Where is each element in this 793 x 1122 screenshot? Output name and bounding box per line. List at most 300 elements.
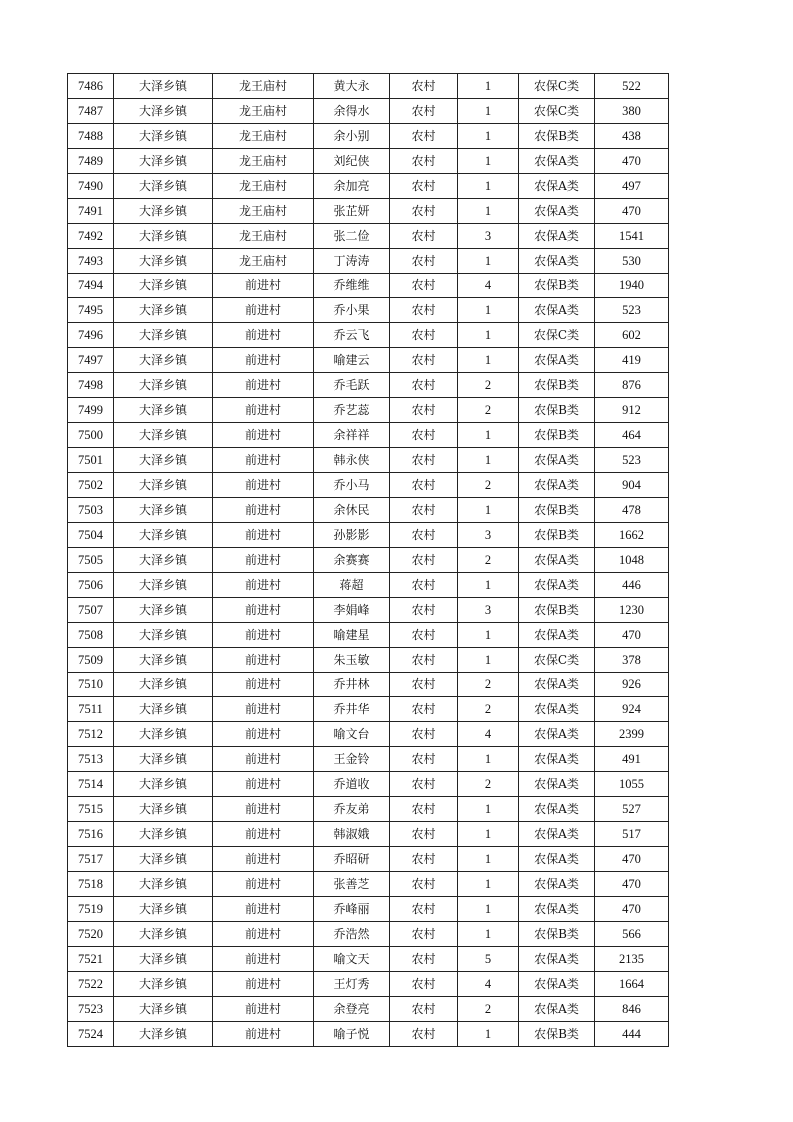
town-cell: 大泽乡镇 [114,597,213,622]
household-count-cell: 2 [458,697,519,722]
household-type-cell: 农村 [390,697,458,722]
amount-cell: 444 [595,1021,669,1046]
household-type-cell: 农村 [390,572,458,597]
row-id-cell: 7501 [68,448,114,473]
household-count-cell: 1 [458,822,519,847]
row-id-cell: 7504 [68,522,114,547]
village-cell: 前进村 [213,398,314,423]
person-name-cell: 乔井林 [314,672,390,697]
benefit-table [67,73,669,1047]
village-cell: 前进村 [213,847,314,872]
insurance-category-cell: 农保A类 [519,872,595,897]
table-row [68,722,669,747]
table-row [68,622,669,647]
household-count-cell: 2 [458,547,519,572]
household-type-cell: 农村 [390,273,458,298]
row-id-cell: 7514 [68,772,114,797]
amount-cell: 530 [595,248,669,273]
household-type-cell: 农村 [390,547,458,572]
insurance-category-cell: 农保B类 [519,921,595,946]
row-id-cell: 7515 [68,797,114,822]
amount-cell: 1662 [595,522,669,547]
village-cell: 前进村 [213,473,314,498]
amount-cell: 470 [595,847,669,872]
village-cell: 前进村 [213,273,314,298]
amount-cell: 497 [595,173,669,198]
household-type-cell: 农村 [390,597,458,622]
amount-cell: 1940 [595,273,669,298]
village-cell: 前进村 [213,747,314,772]
row-id-cell: 7495 [68,298,114,323]
row-id-cell: 7509 [68,647,114,672]
household-count-cell: 2 [458,398,519,423]
household-type-cell: 农村 [390,622,458,647]
row-id-cell: 7490 [68,173,114,198]
amount-cell: 1055 [595,772,669,797]
town-cell: 大泽乡镇 [114,298,213,323]
insurance-category-cell: 农保B类 [519,273,595,298]
amount-cell: 478 [595,497,669,522]
row-id-cell: 7488 [68,123,114,148]
amount-cell: 846 [595,996,669,1021]
amount-cell: 470 [595,622,669,647]
table-row [68,547,669,572]
household-type-cell: 农村 [390,946,458,971]
person-name-cell: 韩淑娥 [314,822,390,847]
table-row [68,273,669,298]
row-id-cell: 7494 [68,273,114,298]
row-id-cell: 7512 [68,722,114,747]
insurance-category-cell: 农保A类 [519,822,595,847]
insurance-category-cell: 农保C类 [519,323,595,348]
amount-cell: 517 [595,822,669,847]
amount-cell: 464 [595,423,669,448]
town-cell: 大泽乡镇 [114,173,213,198]
household-count-cell: 4 [458,273,519,298]
household-type-cell: 农村 [390,198,458,223]
person-name-cell: 王金铃 [314,747,390,772]
table-row [68,74,669,99]
table-row [68,348,669,373]
village-cell: 前进村 [213,896,314,921]
row-id-cell: 7507 [68,597,114,622]
insurance-category-cell: 农保A类 [519,622,595,647]
insurance-category-cell: 农保B类 [519,1021,595,1046]
town-cell: 大泽乡镇 [114,572,213,597]
person-name-cell: 蒋超 [314,572,390,597]
row-id-cell: 7524 [68,1021,114,1046]
village-cell: 龙王庙村 [213,198,314,223]
town-cell: 大泽乡镇 [114,772,213,797]
person-name-cell: 余赛赛 [314,547,390,572]
amount-cell: 2135 [595,946,669,971]
household-count-cell: 1 [458,847,519,872]
household-type-cell: 农村 [390,74,458,99]
household-type-cell: 农村 [390,497,458,522]
row-id-cell: 7513 [68,747,114,772]
household-count-cell: 2 [458,373,519,398]
row-id-cell: 7523 [68,996,114,1021]
row-id-cell: 7517 [68,847,114,872]
insurance-category-cell: 农保C类 [519,74,595,99]
table-row [68,847,669,872]
household-count-cell: 4 [458,971,519,996]
household-count-cell: 1 [458,747,519,772]
village-cell: 前进村 [213,622,314,647]
row-id-cell: 7506 [68,572,114,597]
household-count-cell: 1 [458,198,519,223]
person-name-cell: 余休民 [314,497,390,522]
village-cell: 龙王庙村 [213,74,314,99]
village-cell: 前进村 [213,996,314,1021]
person-name-cell: 刘纪侠 [314,148,390,173]
town-cell: 大泽乡镇 [114,248,213,273]
row-id-cell: 7486 [68,74,114,99]
town-cell: 大泽乡镇 [114,448,213,473]
person-name-cell: 喻建云 [314,348,390,373]
person-name-cell: 乔峰丽 [314,896,390,921]
household-count-cell: 1 [458,896,519,921]
person-name-cell: 乔昭研 [314,847,390,872]
town-cell: 大泽乡镇 [114,672,213,697]
table-row [68,323,669,348]
household-type-cell: 农村 [390,323,458,348]
household-count-cell: 1 [458,647,519,672]
table-row [68,822,669,847]
insurance-category-cell: 农保A类 [519,448,595,473]
household-type-cell: 农村 [390,672,458,697]
person-name-cell: 孙影影 [314,522,390,547]
insurance-category-cell: 农保A类 [519,198,595,223]
town-cell: 大泽乡镇 [114,847,213,872]
amount-cell: 470 [595,198,669,223]
household-type-cell: 农村 [390,373,458,398]
row-id-cell: 7505 [68,547,114,572]
table-row [68,772,669,797]
household-type-cell: 农村 [390,1021,458,1046]
village-cell: 龙王庙村 [213,98,314,123]
person-name-cell: 喻文台 [314,722,390,747]
town-cell: 大泽乡镇 [114,198,213,223]
row-id-cell: 7487 [68,98,114,123]
amount-cell: 523 [595,298,669,323]
household-type-cell: 农村 [390,647,458,672]
insurance-category-cell: 农保A类 [519,946,595,971]
row-id-cell: 7493 [68,248,114,273]
amount-cell: 924 [595,697,669,722]
town-cell: 大泽乡镇 [114,74,213,99]
amount-cell: 1230 [595,597,669,622]
household-type-cell: 农村 [390,448,458,473]
row-id-cell: 7497 [68,348,114,373]
table-row [68,747,669,772]
row-id-cell: 7511 [68,697,114,722]
insurance-category-cell: 农保B类 [519,423,595,448]
town-cell: 大泽乡镇 [114,423,213,448]
village-cell: 前进村 [213,872,314,897]
village-cell: 前进村 [213,971,314,996]
village-cell: 前进村 [213,572,314,597]
row-id-cell: 7519 [68,896,114,921]
village-cell: 前进村 [213,348,314,373]
household-type-cell: 农村 [390,248,458,273]
town-cell: 大泽乡镇 [114,1021,213,1046]
person-name-cell: 乔井华 [314,697,390,722]
insurance-category-cell: 农保A类 [519,298,595,323]
household-count-cell: 1 [458,797,519,822]
insurance-category-cell: 农保A类 [519,797,595,822]
household-type-cell: 农村 [390,797,458,822]
insurance-category-cell: 农保B类 [519,522,595,547]
town-cell: 大泽乡镇 [114,223,213,248]
person-name-cell: 乔浩然 [314,921,390,946]
person-name-cell: 王灯秀 [314,971,390,996]
village-cell: 前进村 [213,797,314,822]
household-count-cell: 1 [458,298,519,323]
insurance-category-cell: 农保A类 [519,473,595,498]
table-row [68,373,669,398]
household-type-cell: 农村 [390,298,458,323]
town-cell: 大泽乡镇 [114,622,213,647]
amount-cell: 1664 [595,971,669,996]
table-row [68,1021,669,1046]
amount-cell: 523 [595,448,669,473]
table-row [68,971,669,996]
household-type-cell: 农村 [390,123,458,148]
person-name-cell: 余小别 [314,123,390,148]
household-count-cell: 1 [458,448,519,473]
insurance-category-cell: 农保C类 [519,647,595,672]
town-cell: 大泽乡镇 [114,872,213,897]
household-count-cell: 1 [458,248,519,273]
row-id-cell: 7520 [68,921,114,946]
amount-cell: 380 [595,98,669,123]
village-cell: 前进村 [213,772,314,797]
table-row [68,996,669,1021]
amount-cell: 491 [595,747,669,772]
village-cell: 龙王庙村 [213,248,314,273]
town-cell: 大泽乡镇 [114,273,213,298]
household-type-cell: 农村 [390,722,458,747]
village-cell: 龙王庙村 [213,123,314,148]
table-row [68,298,669,323]
village-cell: 龙王庙村 [213,148,314,173]
household-type-cell: 农村 [390,971,458,996]
table-row [68,697,669,722]
insurance-category-cell: 农保A类 [519,722,595,747]
town-cell: 大泽乡镇 [114,148,213,173]
person-name-cell: 余得水 [314,98,390,123]
village-cell: 前进村 [213,697,314,722]
town-cell: 大泽乡镇 [114,123,213,148]
insurance-category-cell: 农保B类 [519,373,595,398]
row-id-cell: 7510 [68,672,114,697]
table-row [68,473,669,498]
person-name-cell: 张芷妍 [314,198,390,223]
person-name-cell: 黄大永 [314,74,390,99]
household-type-cell: 农村 [390,223,458,248]
town-cell: 大泽乡镇 [114,547,213,572]
amount-cell: 912 [595,398,669,423]
amount-cell: 522 [595,74,669,99]
town-cell: 大泽乡镇 [114,323,213,348]
person-name-cell: 喻建星 [314,622,390,647]
town-cell: 大泽乡镇 [114,946,213,971]
amount-cell: 470 [595,896,669,921]
town-cell: 大泽乡镇 [114,522,213,547]
household-count-cell: 3 [458,597,519,622]
person-name-cell: 乔维维 [314,273,390,298]
amount-cell: 904 [595,473,669,498]
household-type-cell: 农村 [390,148,458,173]
person-name-cell: 张二俭 [314,223,390,248]
village-cell: 前进村 [213,547,314,572]
town-cell: 大泽乡镇 [114,747,213,772]
table-row [68,797,669,822]
village-cell: 前进村 [213,672,314,697]
town-cell: 大泽乡镇 [114,348,213,373]
insurance-category-cell: 农保C类 [519,98,595,123]
household-count-cell: 1 [458,1021,519,1046]
household-count-cell: 2 [458,772,519,797]
person-name-cell: 余祥祥 [314,423,390,448]
household-count-cell: 1 [458,348,519,373]
household-type-cell: 农村 [390,173,458,198]
person-name-cell: 乔道收 [314,772,390,797]
person-name-cell: 喻子悦 [314,1021,390,1046]
insurance-category-cell: 农保A类 [519,996,595,1021]
insurance-category-cell: 农保B类 [519,497,595,522]
table-row [68,896,669,921]
insurance-category-cell: 农保A类 [519,971,595,996]
household-type-cell: 农村 [390,98,458,123]
household-type-cell: 农村 [390,822,458,847]
town-cell: 大泽乡镇 [114,98,213,123]
table-row [68,946,669,971]
town-cell: 大泽乡镇 [114,373,213,398]
person-name-cell: 喻文天 [314,946,390,971]
town-cell: 大泽乡镇 [114,996,213,1021]
person-name-cell: 韩永侠 [314,448,390,473]
household-count-cell: 2 [458,473,519,498]
table-row [68,597,669,622]
household-type-cell: 农村 [390,896,458,921]
table-row [68,98,669,123]
insurance-category-cell: 农保B类 [519,123,595,148]
person-name-cell: 乔小果 [314,298,390,323]
table-row [68,448,669,473]
row-id-cell: 7498 [68,373,114,398]
insurance-category-cell: 农保A类 [519,348,595,373]
amount-cell: 566 [595,921,669,946]
village-cell: 前进村 [213,822,314,847]
village-cell: 前进村 [213,298,314,323]
row-id-cell: 7522 [68,971,114,996]
row-id-cell: 7489 [68,148,114,173]
town-cell: 大泽乡镇 [114,697,213,722]
household-type-cell: 农村 [390,921,458,946]
household-count-cell: 1 [458,98,519,123]
person-name-cell: 余登亮 [314,996,390,1021]
table-row [68,248,669,273]
household-count-cell: 1 [458,123,519,148]
town-cell: 大泽乡镇 [114,896,213,921]
insurance-category-cell: 农保A类 [519,572,595,597]
insurance-category-cell: 农保B类 [519,398,595,423]
village-cell: 前进村 [213,597,314,622]
table-row [68,123,669,148]
household-count-cell: 3 [458,522,519,547]
town-cell: 大泽乡镇 [114,497,213,522]
insurance-category-cell: 农保A类 [519,173,595,198]
village-cell: 前进村 [213,1021,314,1046]
household-type-cell: 农村 [390,872,458,897]
person-name-cell: 丁涛涛 [314,248,390,273]
household-count-cell: 1 [458,74,519,99]
household-type-cell: 农村 [390,847,458,872]
table-row [68,198,669,223]
household-type-cell: 农村 [390,348,458,373]
household-type-cell: 农村 [390,473,458,498]
village-cell: 前进村 [213,722,314,747]
table-row [68,398,669,423]
household-count-cell: 1 [458,173,519,198]
insurance-category-cell: 农保A类 [519,547,595,572]
household-count-cell: 3 [458,223,519,248]
table-row [68,522,669,547]
town-cell: 大泽乡镇 [114,722,213,747]
village-cell: 前进村 [213,921,314,946]
amount-cell: 419 [595,348,669,373]
row-id-cell: 7496 [68,323,114,348]
insurance-category-cell: 农保A类 [519,697,595,722]
village-cell: 前进村 [213,448,314,473]
village-cell: 前进村 [213,423,314,448]
person-name-cell: 乔云飞 [314,323,390,348]
insurance-category-cell: 农保A类 [519,148,595,173]
row-id-cell: 7502 [68,473,114,498]
person-name-cell: 张善芝 [314,872,390,897]
insurance-category-cell: 农保A类 [519,847,595,872]
table-row [68,672,669,697]
row-id-cell: 7521 [68,946,114,971]
household-type-cell: 农村 [390,522,458,547]
insurance-category-cell: 农保A类 [519,747,595,772]
table-row [68,423,669,448]
amount-cell: 438 [595,123,669,148]
table-row [68,872,669,897]
person-name-cell: 乔友弟 [314,797,390,822]
table-row [68,921,669,946]
household-count-cell: 1 [458,622,519,647]
household-count-cell: 1 [458,872,519,897]
household-type-cell: 农村 [390,423,458,448]
row-id-cell: 7508 [68,622,114,647]
table-row [68,173,669,198]
table-row [68,497,669,522]
household-count-cell: 1 [458,497,519,522]
row-id-cell: 7518 [68,872,114,897]
amount-cell: 876 [595,373,669,398]
village-cell: 前进村 [213,373,314,398]
row-id-cell: 7516 [68,822,114,847]
town-cell: 大泽乡镇 [114,398,213,423]
amount-cell: 1048 [595,547,669,572]
row-id-cell: 7500 [68,423,114,448]
amount-cell: 527 [595,797,669,822]
town-cell: 大泽乡镇 [114,822,213,847]
village-cell: 前进村 [213,522,314,547]
